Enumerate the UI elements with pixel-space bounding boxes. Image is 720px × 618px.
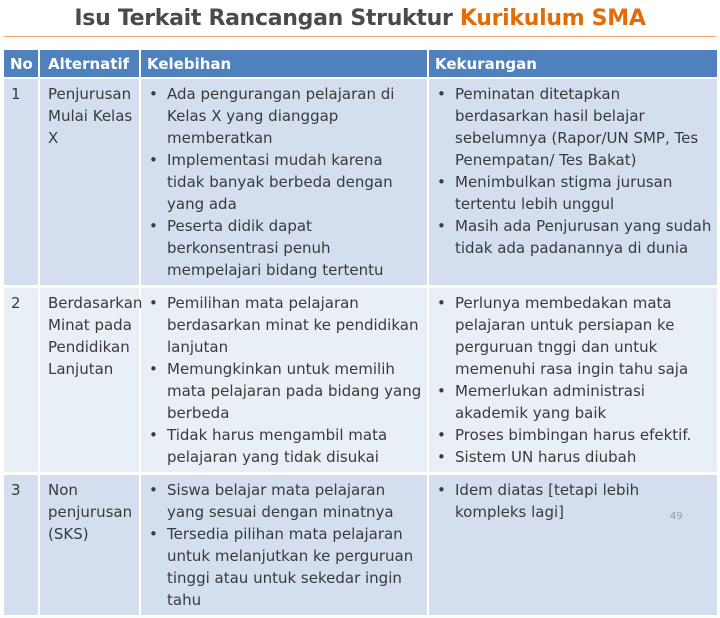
alternative-cell: Berdasarkan Minat pada Pendidikan Lanjutan [40, 288, 141, 475]
list-item: • Menimbulkan stigma jurusan tertentu lebih unggul [435, 171, 713, 215]
header-kelebihan: Kelebihan [141, 50, 429, 79]
list-item: • Masih ada Penjurusan yang sudah tidak ada padanannya di dunia [435, 215, 713, 259]
list-item: • Ada pengurangan pelajaran di Kelas X yang dianggap memberatkan [147, 83, 423, 149]
table-header-row [4, 50, 717, 79]
list-item: • Proses bimbingan harus efektif. [435, 424, 713, 446]
header-alternatif: Alternatif [40, 50, 141, 79]
comparison-table [4, 50, 717, 618]
disadvantages-list [435, 292, 713, 468]
page-number: 49 [670, 511, 683, 522]
list-item: • Tidak harus mengambil mata pelajaran yang tidak disukai [147, 424, 423, 468]
title-prefix: Isu Terkait Rancangan Struktur [74, 6, 453, 31]
advantages-cell [141, 288, 429, 475]
disadvantages-cell [429, 288, 717, 475]
advantages-list [147, 479, 423, 611]
alternative-cell: Non penjurusan (SKS) [40, 475, 141, 618]
list-item: • Implementasi mudah karena tidak banyak berbeda dengan yang ada [147, 149, 423, 215]
row-number: 2 [4, 288, 40, 475]
advantages-cell [141, 475, 429, 618]
row-number: 3 [4, 475, 40, 618]
list-item: • Memerlukan administrasi akademik yang baik [435, 380, 713, 424]
table-row [4, 475, 717, 618]
alternative-cell: Penjurusan Mulai Kelas X [40, 79, 141, 288]
row-number: 1 [4, 79, 40, 288]
table-row [4, 79, 717, 288]
list-item: • Idem diatas [tetapi lebih kompleks lagi] [435, 479, 713, 523]
list-item: • Pemilihan mata pelajaran berdasarkan minat ke pendidikan lanjutan [147, 292, 423, 358]
table-row [4, 288, 717, 475]
list-item: • Perlunya membedakan mata pelajaran untuk persiapan ke perguruan tnggi dan untuk memenuhi rasa ingin tahu saja [435, 292, 713, 380]
disadvantages-cell [429, 475, 717, 618]
title-divider [4, 36, 716, 37]
list-item: • Sistem UN harus diubah [435, 446, 713, 468]
disadvantages-cell [429, 79, 717, 288]
list-item: • Tersedia pilihan mata pelajaran untuk melanjutkan ke perguruan tinggi atau untuk sekedar ingin tahu [147, 523, 423, 611]
advantages-list [147, 83, 423, 281]
list-item: • Memungkinkan untuk memilih mata pelajaran pada bidang yang berbeda [147, 358, 423, 424]
list-item: • Peminatan ditetapkan berdasarkan hasil belajar sebelumnya (Rapor/UN SMP, Tes Penempatan/ Tes Bakat) [435, 83, 713, 171]
list-item: • Peserta didik dapat berkonsentrasi penuh mempelajari bidang tertentu [147, 215, 423, 281]
header-no: No [4, 50, 40, 79]
slide-title [0, 6, 720, 31]
advantages-list [147, 292, 423, 468]
advantages-cell [141, 79, 429, 288]
header-kekurangan: Kekurangan [429, 50, 717, 79]
title-accent: Kurikulum SMA [459, 6, 646, 31]
disadvantages-list [435, 83, 713, 259]
list-item: • Siswa belajar mata pelajaran yang sesuai dengan minatnya [147, 479, 423, 523]
